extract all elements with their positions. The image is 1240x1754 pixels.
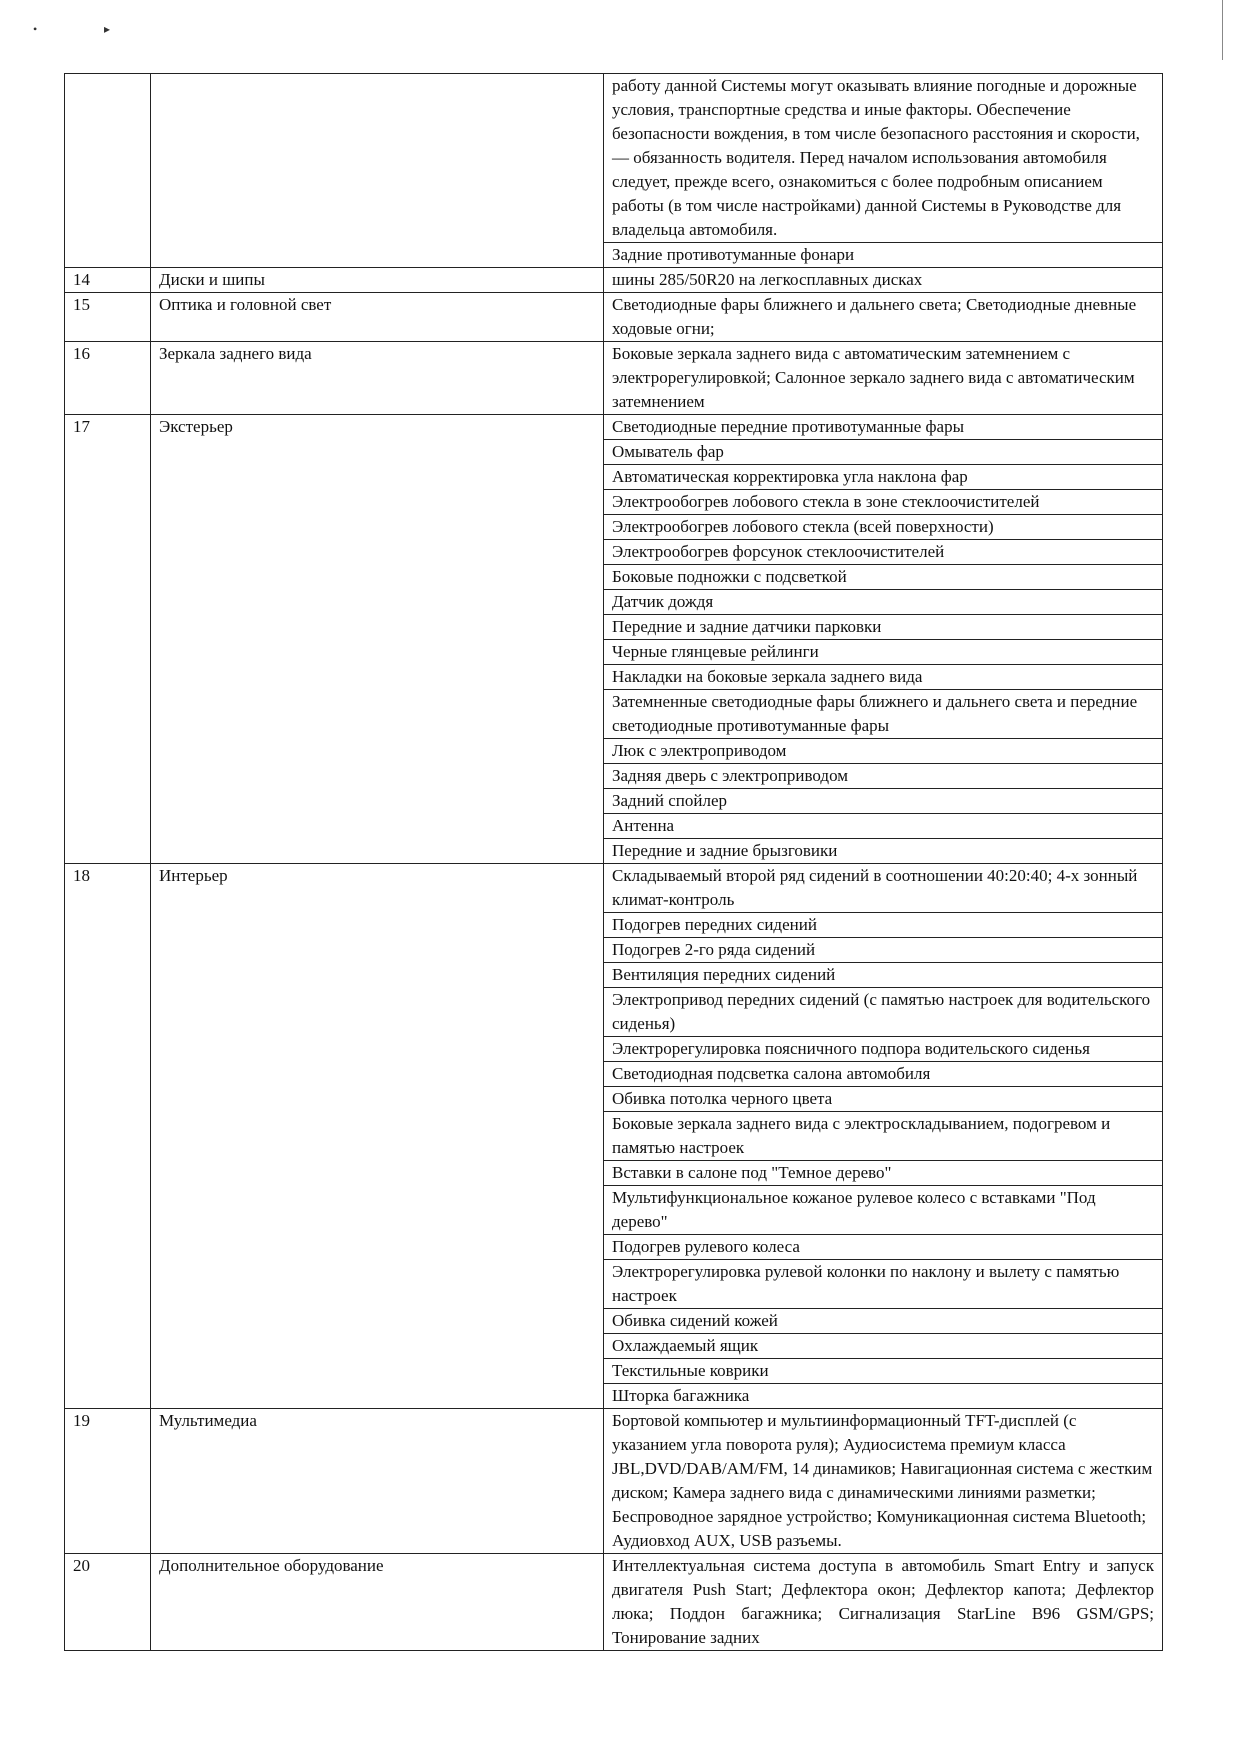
equipment-item: Текстильные коврики: [604, 1359, 1163, 1384]
row-category-name: Экстерьер: [151, 415, 604, 864]
equipment-item: Подогрев рулевого колеса: [604, 1235, 1163, 1260]
row-category-name: Диски и шипы: [151, 268, 604, 293]
equipment-item: Электрорегулировка рулевой колонки по наклону и вылету с памятью настроек: [604, 1260, 1163, 1309]
equipment-item: Накладки на боковые зеркала заднего вида: [604, 665, 1163, 690]
row-number: 16: [65, 342, 151, 415]
equipment-item: Обивка потолка черного цвета: [604, 1087, 1163, 1112]
equipment-table: [64, 73, 1163, 1651]
equipment-item: Задний спойлер: [604, 789, 1163, 814]
equipment-item: Электрорегулировка поясничного подпора водительского сиденья: [604, 1037, 1163, 1062]
row-number: 18: [65, 864, 151, 1409]
page-mark-right: ▸: [104, 22, 111, 36]
equipment-item: Электропривод передних сидений (с памятью настроек для водительского сиденья): [604, 988, 1163, 1037]
scan-edge-line: [1222, 0, 1223, 60]
table-row-continuation: [65, 74, 1163, 243]
equipment-item: Боковые подножки с подсветкой: [604, 565, 1163, 590]
equipment-item: Мультифункциональное кожаное рулевое колесо с вставками "Под дерево": [604, 1186, 1163, 1235]
equipment-item: Интеллектуальная система доступа в автомобиль Smart Entry и запуск двигателя Push Start; Дефлектора окон; Дефлектор капота; Дефлектор люка; Поддон багажника; Сигнализация StarLine B96 GSM/GPS; Тонирование задних: [604, 1554, 1163, 1651]
row-category-name: Оптика и головной свет: [151, 293, 604, 342]
equipment-item: Автоматическая корректировка угла наклона фар: [604, 465, 1163, 490]
equipment-item: Боковые зеркала заднего вида с электроскладыванием, подогревом и памятью настроек: [604, 1112, 1163, 1161]
equipment-item: Задняя дверь с электроприводом: [604, 764, 1163, 789]
table-row: [65, 1554, 1163, 1651]
equipment-item: Вставки в салоне под "Темное дерево": [604, 1161, 1163, 1186]
equipment-item: Охлаждаемый ящик: [604, 1334, 1163, 1359]
table-row: [65, 293, 1163, 342]
continued-description-extra: Задние противотуманные фонари: [604, 243, 1163, 268]
row-number-cell: [65, 74, 151, 268]
equipment-item: Электрообогрев лобового стекла в зоне стеклоочистителей: [604, 490, 1163, 515]
table-row: [65, 1409, 1163, 1554]
equipment-item: Вентиляция передних сидений: [604, 963, 1163, 988]
equipment-item: Складываемый второй ряд сидений в соотношении 40:20:40; 4-х зонный климат-контроль: [604, 864, 1163, 913]
equipment-item: Электрообогрев форсунок стеклоочистителей: [604, 540, 1163, 565]
page-mark-left: •: [33, 22, 38, 36]
row-category-name: Интерьер: [151, 864, 604, 1409]
equipment-item: Передние и задние датчики парковки: [604, 615, 1163, 640]
equipment-item: Бортовой компьютер и мультиинформационный TFT-дисплей (с указанием угла поворота руля); Аудиосистема премиум класса JBL,DVD/DAB/AM/FM, 14 динамиков; Навигационная система с жестким диском; Камера заднего вида с динамическими линиями разметки; Беспроводное зарядное устройство; Комуникационная система Bluetooth; Аудиовход AUX, USB разъемы.: [604, 1409, 1163, 1554]
equipment-item: Люк с электроприводом: [604, 739, 1163, 764]
row-category-name: Дополнительное оборудование: [151, 1554, 604, 1651]
equipment-item: Подогрев передних сидений: [604, 913, 1163, 938]
row-number: 14: [65, 268, 151, 293]
equipment-item: Затемненные светодиодные фары ближнего и дальнего света и передние светодиодные противотуманные фары: [604, 690, 1163, 739]
equipment-item: Антенна: [604, 814, 1163, 839]
equipment-item: Черные глянцевые рейлинги: [604, 640, 1163, 665]
table-row: [65, 415, 1163, 440]
equipment-item: Светодиодные передние противотуманные фары: [604, 415, 1163, 440]
row-category-name: Зеркала заднего вида: [151, 342, 604, 415]
table-row: [65, 342, 1163, 415]
equipment-item: Омыватель фар: [604, 440, 1163, 465]
row-number: 19: [65, 1409, 151, 1554]
equipment-table-body: [65, 74, 1163, 1651]
equipment-item: Светодиодные фары ближнего и дальнего света; Светодиодные дневные ходовые огни;: [604, 293, 1163, 342]
equipment-item: Боковые зеркала заднего вида с автоматическим затемнением с электрорегулировкой; Салонное зеркало заднего вида с автоматическим затемнением: [604, 342, 1163, 415]
row-category-name: Мультимедиа: [151, 1409, 604, 1554]
row-number: 17: [65, 415, 151, 864]
equipment-item: Датчик дождя: [604, 590, 1163, 615]
row-name-cell: [151, 74, 604, 268]
equipment-item: шины 285/50R20 на легкосплавных дисках: [604, 268, 1163, 293]
equipment-item: Передние и задние брызговики: [604, 839, 1163, 864]
row-number: 20: [65, 1554, 151, 1651]
table-row: [65, 268, 1163, 293]
row-number: 15: [65, 293, 151, 342]
equipment-item: Шторка багажника: [604, 1384, 1163, 1409]
equipment-item: Электрообогрев лобового стекла (всей поверхности): [604, 515, 1163, 540]
equipment-item: Подогрев 2-го ряда сидений: [604, 938, 1163, 963]
equipment-item: Обивка сидений кожей: [604, 1309, 1163, 1334]
continued-description: работу данной Системы могут оказывать влияние погодные и дорожные условия, транспортные средства и иные факторы. Обеспечение безопасности вождения, в том числе безопасного расстояния и скорости, — обязанность водителя. Перед началом использования автомобиля следует, прежде всего, ознакомиться с более подробным описанием работы (в том числе настройками) данной Системы в Руководстве для владельца автомобиля.: [604, 74, 1163, 243]
table-row: [65, 864, 1163, 913]
equipment-item: Светодиодная подсветка салона автомобиля: [604, 1062, 1163, 1087]
